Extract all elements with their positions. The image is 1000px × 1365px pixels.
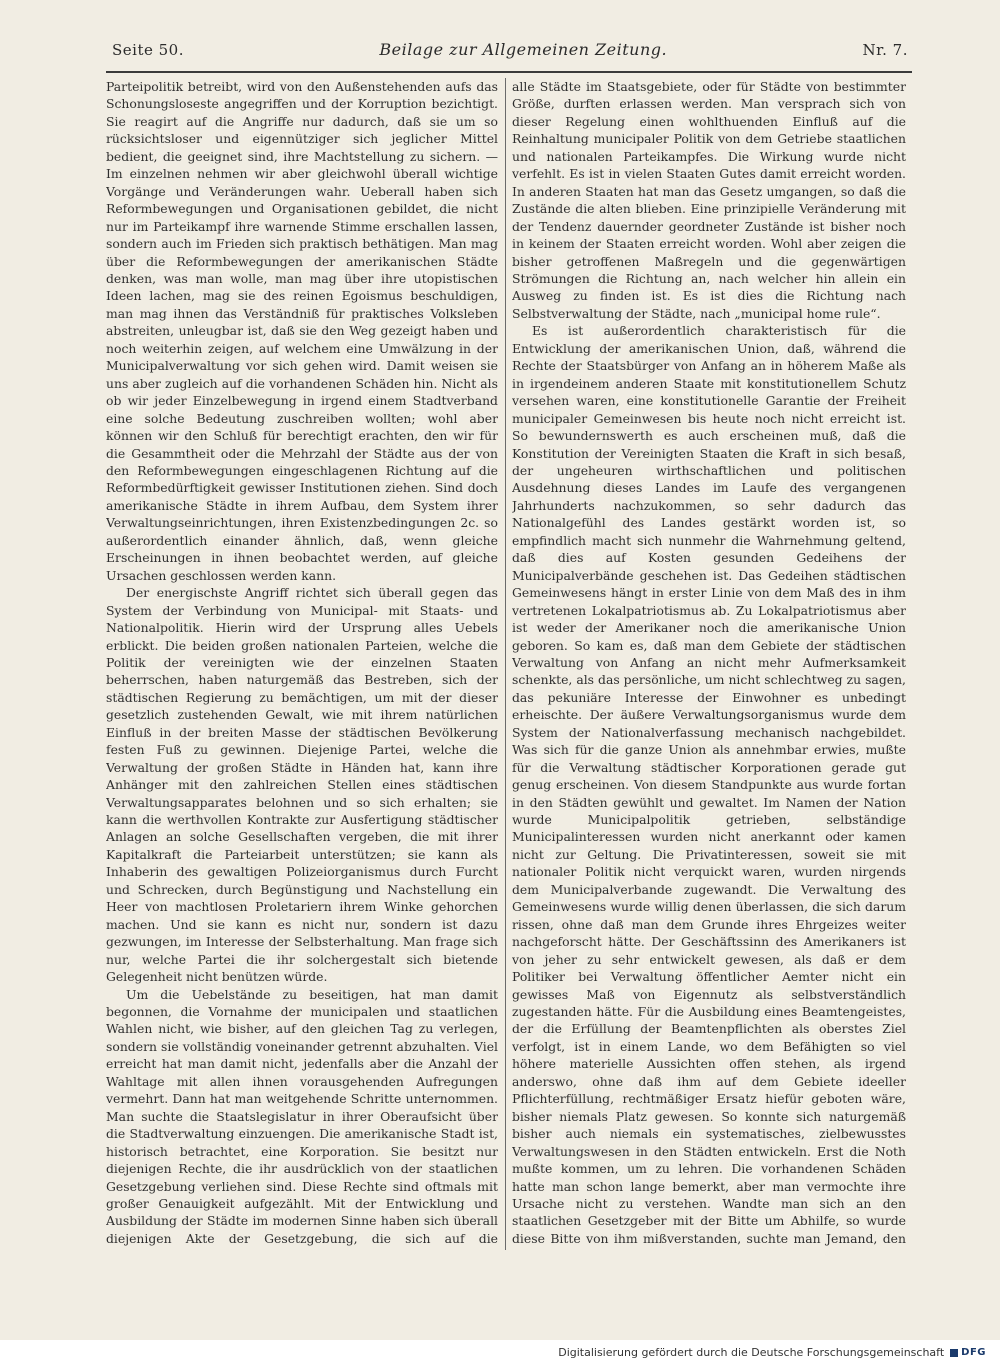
dfg-square-icon: [950, 1349, 958, 1357]
issue-number: Nr. 7.: [862, 41, 908, 59]
paragraph: Der energischste Angriff richtet sich überall gegen das System der Verbindung von Municipal- mit Staats- und Nationalpolitik. Hierin wird der Ursprung alles Uebels erblickt. Die beiden großen nationalen Parteien, welche die Politik der vereinigten wie der einzelnen Staaten beherrschen, haben naturgemäß das Bestreben, sich der städtischen Regierung zu bemächtigen, um mit der dieser gesetzlich zustehenden Gewalt, wie mit ihrem natürlichen Einfluß in der breiten Masse der städtischen Bevölkerung festen Fuß zu gewinnen. Diejenige Partei, welche die Verwaltung der großen Städte in Händen hat, kann ihre Anhänger mit den zahlreichen Stellen eines städtischen Verwaltungsapparates belohnen und so sich erhalten; sie kann die werthvollen Kontrakte zur Ausfertigung städtischer Anlagen an solche Gesellschaften vergeben, die mit ihrer Kapitalkraft die Parteiarbeit unterstützen; sie kann als Inhaberin des gewaltigen Polizeiorganismus durch Furcht und Schrecken, durch Begünstigung und Nachstellung ein Heer von machtlosen Proletariern ihrem Winke gehorchen machen. Und sie kann es nicht nur, sondern ist dazu gezwungen, im Interesse der Selbsterhaltung. Man frage sich nur, welche Partei die ihr solchergestalt sich bietende Gelegenheit nicht benützen würde.: [106, 585, 498, 985]
column-divider: [505, 78, 506, 1250]
paragraph: Um die Uebelstände zu beseitigen, hat man damit begonnen, die Vornahme der municipalen und staatlichen Wahlen nicht, wie bisher, auf den gleichen Tag zu verlegen, sondern sie vollständig voneinander getrennt abzuhalten. Viel erreicht hat man damit nicht, jedenfalls aber die Anzahl der Wahltage mit allen ihnen vorausgehenden Aufregungen vermehrt. Dann hat man weitgehende Schritte unternommen. Man suchte die Staatslegislatur in ihrer Oberaufsicht über die Stadtverwaltung einzuengen. Die amerikanische Stadt ist, historisch betrachtet, eine Korporation. Sie besitzt nur diejenigen Rechte, die ihr ausdrücklich von der staatlichen Gesetzgebung verliehen sind. Diese Rechte sind oftmals mit großer Genauigkeit aufgezählt. Mit der Entwicklung und Ausbildung der Städte im modernen Sinne haben sich überall diejenigen Akte der Gesetzgebung, die sich auf die: [106, 986, 498, 1246]
paragraph: Es ist außerordentlich charakteristisch für die Entwicklung der amerikanischen Union, daß, während die Rechte der Staatsbürger von Anfang an in höherem Maße als in irgendeinem anderen Staate mit konstitutionellem Schutz versehen waren, eine konstitutionelle Garantie der Freiheit municipaler Gemeinwesen bis heute noch nicht erreicht ist. So bewundernswerth es auch erscheinen muß, daß die Konstitution der Vereinigten Staaten die Kraft in sich besaß, der ungeheuren wirthschaftlichen und politischen Ausdehnung dieses Landes im Laufe des vergangenen Jahrhunderts nachzukommen, so sehr dadurch das Nationalgefühl des Landes gestärkt worden ist, so empfindlich macht sich nunmehr die Wahrnehmung geltend, daß dies auf Kosten gesunden Gedeihens der Municipalverbände geschehen ist. Das Gedeihen städtischen Gemeinwesens hängt in erster Linie von dem Maß des in ihm vertretenen Lokalpatriotismus ab. Zu Lokalpatriotismus aber ist weder der Amerikaner noch die amerikanische Union geboren. So kam es, daß man dem Gebiete der städtischen Verwaltung von Anfang an nicht mehr Aufmerksamkeit schenkte, als das persönliche, um nicht schlechtweg zu sagen, das pekuniäre Interesse der Einwohner es unbedingt erheischte. Der äußere Verwaltungsorganismus wurde dem System der Nationalverfassung mechanisch nachgebildet. Was sich für die ganze Union als annehmbar erwies, mußte für die Verwaltung städtischer Korporationen gerade gut genug erscheinen. Von diesem Standpunkte aus wurde fortan in den Städten gewühlt und gewaltet. Im Namen der Nation wurde Municipalpolitik getrieben, selbständige Municipalinteressen wurden nicht anerkannt oder kamen nicht zur Geltung. Die Privatinteressen, soweit sie mit nationaler Politik nicht verquickt waren, wurden nirgends dem Municipalverbande zugewandt. Die Verwaltung des Gemeinwesens wurde willig denen überlassen, die sich darum rissen, ohne daß man dem Grunde ihres Ehrgeizes weiter nachgeforscht hätte. Der Geschäftssinn des Amerikaners ist von jeher zu sehr entwickelt gewesen, als daß er dem Politiker bei Verwaltung öffentlicher Aemter nicht ein gewisses Maß von Eigennutz als selbstverständlich zugestanden hätte. Für die Ausbildung eines Beamtengeistes, der die Erfüllung der Beamtenpflichten als oberstes Ziel verfolgt, ist in einem Lande, wo dem Befähigten so viel höhere materielle Aussichten offen stehen, als irgend anderswo, ohne daß ihm auf dem Gebiete ideeller Pflichterfüllung, rechtmäßiger Ersatz hiefür geboten wäre, bisher niemals Platz gewesen. So konnte sich naturgemäß bisher auch niemals ein systematisches, zielbewusstes Verwaltungswesen in den Städten entwickeln. Erst die Noth mußte kommen, um zu lehren. Die vorhandenen Schäden hatte man schon lange bemerkt, aber man vermochte ihre Ursache nicht zu verstehen. Wandte man sich an den staatlichen Gesetzgeber mit der Bitte um Abhilfe, so wurde diese Bitte von ihm mißverstanden, suchte man Jemand, den: [512, 323, 906, 1246]
footer-credit: Digitalisierung gefördert durch die Deutsche Forschungsgemeinschaft: [558, 1346, 945, 1359]
header-rule: [106, 71, 912, 73]
dfg-logo-icon[interactable]: [950, 1347, 986, 1358]
publication-title: Beilage zur Allgemeinen Zeitung.: [379, 40, 668, 59]
dfg-logo-text: DFG: [961, 1347, 986, 1358]
right-column: [512, 78, 906, 1248]
digitization-footer: [0, 1340, 1000, 1365]
paragraph: Parteipolitik betreibt, wird von den Außenstehenden aufs das Schonungsloseste angegriffen und der Korruption bezichtigt. Sie reagirt auf die Angriffe nur dadurch, daß sie um so rücksichtsloser und eigennütziger sich jeglicher Mittel bedient, die geeignet sind, ihre Machtstellung zu sichern. — Im einzelnen nehmen wir aber gleichwohl überall wichtige Vorgänge und Veränderungen wahr. Ueberall haben sich Reformbewegungen und Organisationen gebildet, die nicht nur im Parteikampf ihre warnende Stimme erschallen lassen, sondern auch im Frieden sich praktisch bethätigen. Man mag über die Reformbewegungen der amerikanischen Städte denken, was man wolle, man mag über ihre utopistischen Ideen lachen, mag sie des reinen Egoismus beschuldigen, man mag ihnen das Verständniß für praktisches Volksleben abstreiten, unleugbar ist, daß sie den Weg gezeigt haben und noch weiterhin zeigen, auf welchem eine Umwälzung in der Municipalverwaltung vor sich gehen wird. Damit weisen sie uns aber zugleich auf die vorhandenen Schäden hin. Nicht als ob wir jeder Einzelbewegung in irgend einem Stadtverband eine solche Bedeutung zuschreiben wollten; wohl aber können wir den Schluß für berechtigt erachten, den wir für die Gesammtheit oder die Mehrzahl der Städte aus der von den Reformbewegungen eingeschlagenen Richtung auf die Reformbedürftigkeit gewisser Institutionen ziehen. Sind doch amerikanische Städte in ihrem Aufbau, dem System ihrer Verwaltungseinrichtungen, ihren Existenzbedingungen 2c. so außerordentlich einander ähnlich, daß, wenn gleiche Erscheinungen in ihnen beobachtet werden, auf gleiche Ursachen geschlossen werden kann.: [106, 79, 498, 583]
page-header: [112, 40, 908, 70]
paragraph: alle Städte im Staatsgebiete, oder für Städte von bestimmter Größe, durften erlassen werden. Man versprach sich von dieser Regelung einen wohlthuenden Einfluß auf die Reinhaltung municipaler Politik von dem Getriebe staatlichen und nationalen Parteikampfes. Die Wirkung wurde nicht verfehlt. Es ist in vielen Staaten Gutes damit erreicht worden. In anderen Staaten hat man das Gesetz umgangen, so daß die Zustände die alten blieben. Eine prinzipielle Veränderung mit der Tendenz dauernder geordneter Zustände ist bisher noch in keinem der Staaten erreicht worden. Wohl aber zeigen die bisher getroffenen Maßregeln und die gegenwärtigen Strömungen die Richtung an, nach welcher hin allein ein Ausweg zu finden ist. Es ist dies die Richtung nach Selbstverwaltung der Städte, nach „municipal home rule“.: [512, 79, 906, 321]
left-column: [106, 78, 498, 1248]
page-number: Seite 50.: [112, 41, 184, 59]
